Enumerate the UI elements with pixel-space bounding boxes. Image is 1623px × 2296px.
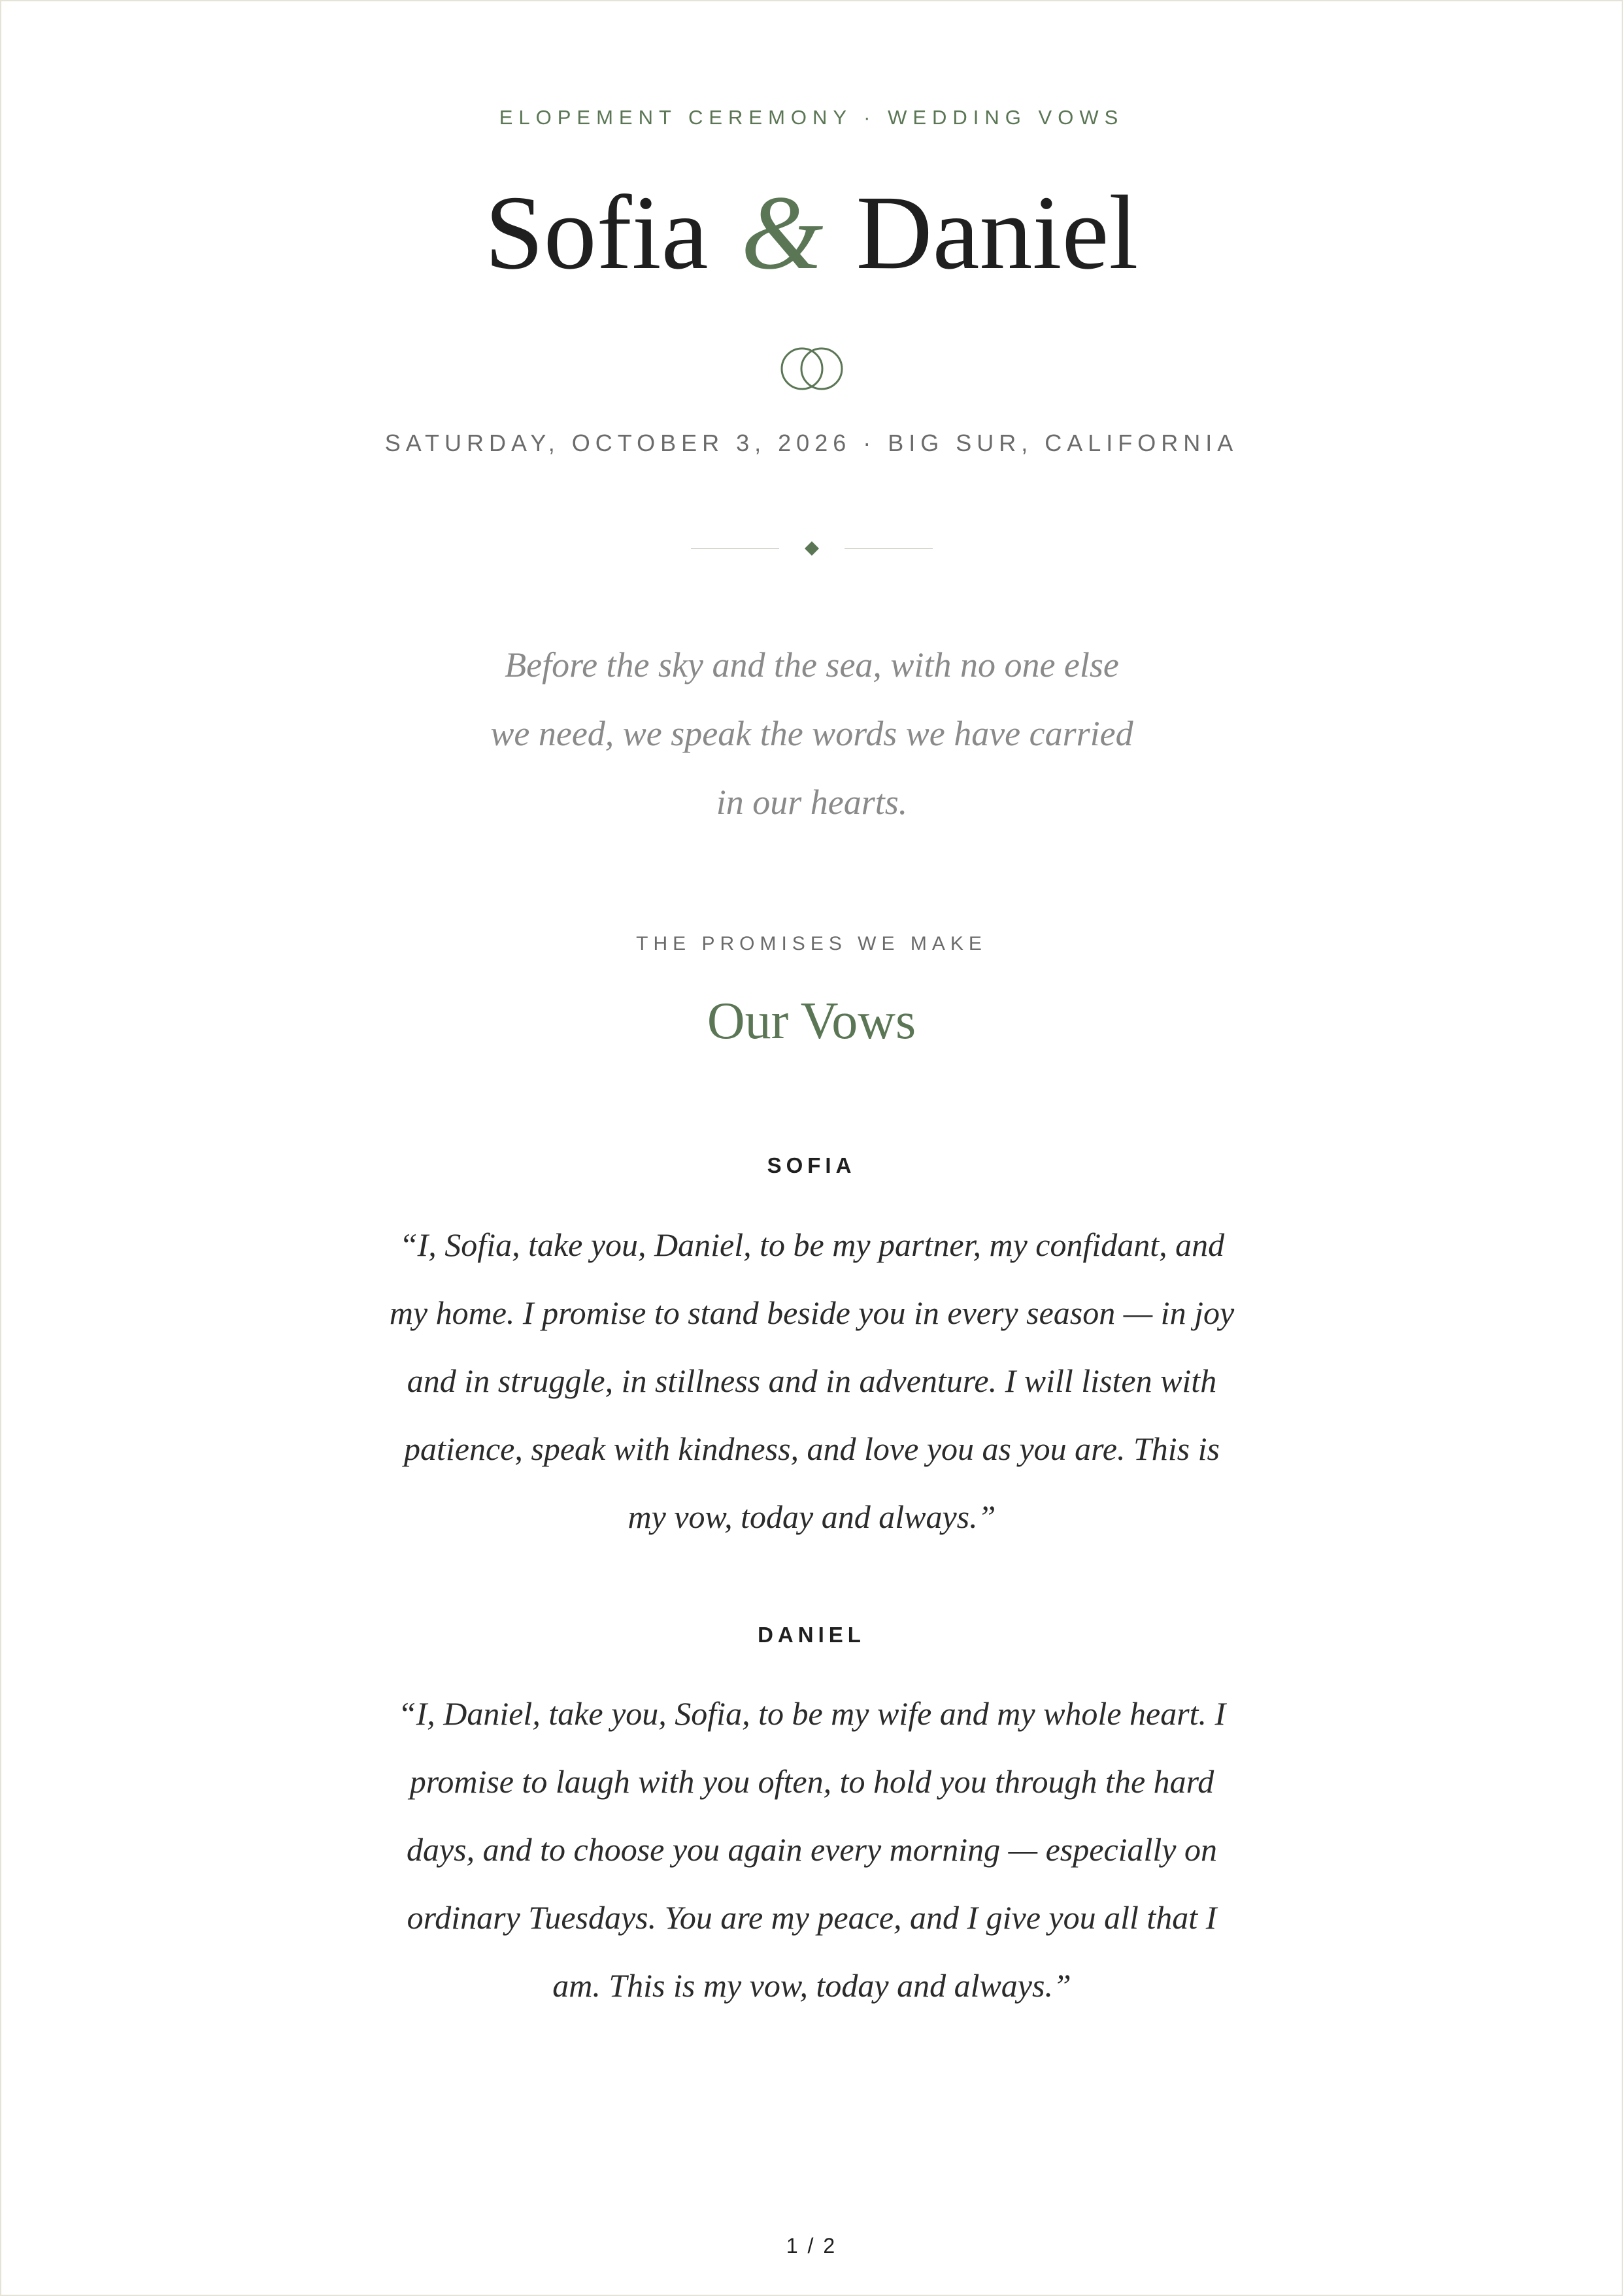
section-title: Our Vows [707,992,916,1050]
diamond-icon [805,541,819,556]
intro-passage: Before the sky and the sea, with no one else we need, we speak the words we have carried in our hearts. [490,645,1133,822]
partner-name-one: Sofia [484,175,709,292]
interlocking-rings-icon [1,343,1622,395]
couple-names [1,175,1622,292]
partner-name-two: Daniel [856,175,1139,292]
section-kicker: THE PROMISES WE MAKE [636,933,987,954]
page-number: 1 / 2 [786,2234,837,2257]
speaker-name-sofia: SOFIA [767,1153,856,1177]
date-and-location: SATURDAY, OCTOBER 3, 2026 · BIG SUR, CALIFORNIA [384,430,1239,456]
ornament-divider [1,539,1622,558]
vow-text-daniel: “I, Daniel, take you, Sofia, to be my wife and my whole heart. I promise to laugh with you often, to hold you through the hard days, and to choose you again every morning — especially on ordinary Tuesdays. You are my peace, and I give you all that I am. This is my vow, today and always.” [397,1695,1226,2004]
vow-text-sofia: “I, Sofia, take you, Daniel, to be my partner, my confidant, and my home. I promise to stand beside you in every season — in joy and in struggle, in stillness and in adventure. I will listen with patience, speak with kindness, and love you as you are. This is my vow, today and always.” [389,1226,1235,1535]
speaker-name-daniel: DANIEL [758,1623,865,1647]
ceremony-eyebrow: ELOPEMENT CEREMONY · WEDDING VOWS [499,106,1124,129]
ampersand: & [741,175,824,292]
